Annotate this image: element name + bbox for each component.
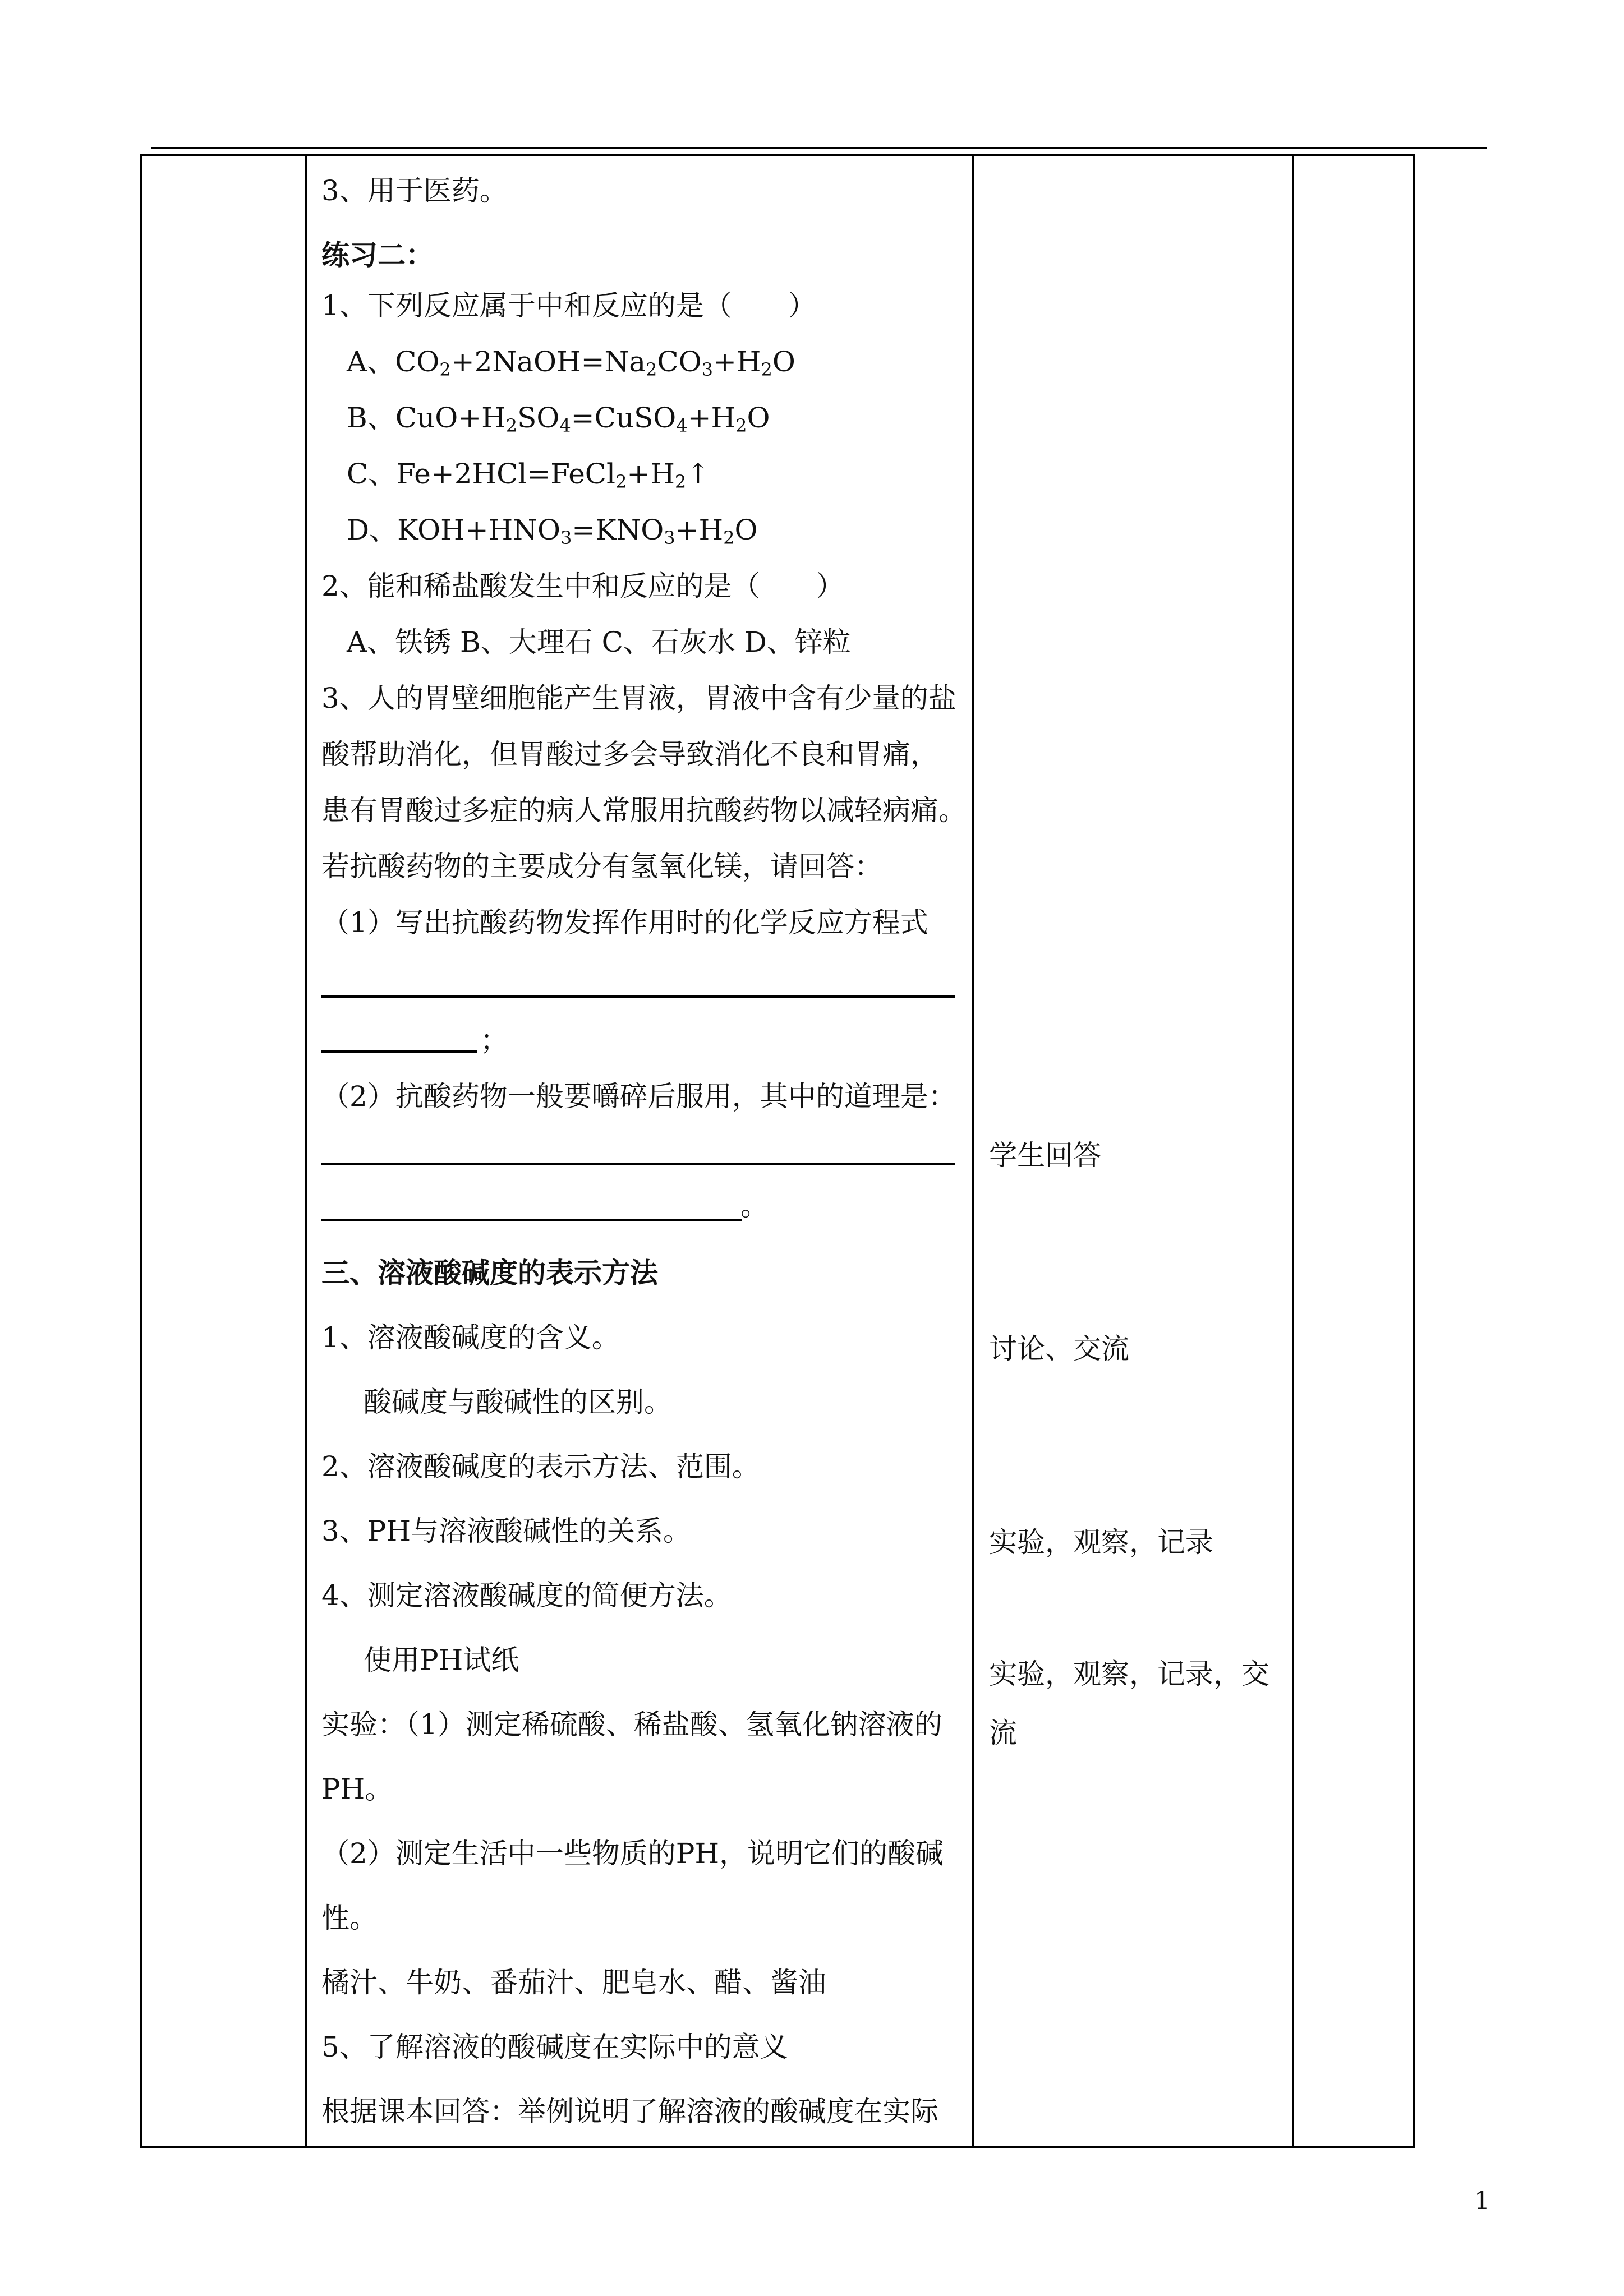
q1-option-a: A、$CO_2+2NaOH=Na_2CO_3+H_2O$ xyxy=(347,345,795,380)
column-divider-1 xyxy=(305,154,307,2148)
section-3-item-4b: 使用PH试纸 xyxy=(364,1644,519,1676)
experiment-note-1: 实验，观察，记录 xyxy=(989,1526,1213,1559)
discuss-note: 讨论、交流 xyxy=(989,1333,1129,1365)
section-3-item-4: 4、测定溶液酸碱度的简便方法。 xyxy=(321,1579,732,1612)
q3-sub-1-end: ； xyxy=(480,1024,508,1057)
q3-sub-question-1: （1）写出抗酸药物发挥作用时的化学反应方程式 xyxy=(321,906,928,939)
section-3-title: 三、溶液酸碱度的表示方法 xyxy=(321,1256,658,1289)
q1-option-c: C、$Fe+2HCl=FeCl_2+H_2↑$ xyxy=(347,458,710,492)
experiment-1-line-2: PH。 xyxy=(321,1773,393,1805)
section-3-last-line: 根据课本回答：举例说明了解溶液的酸碱度在实际 xyxy=(321,2095,938,2128)
experiment-2-line-1: （2）测定生活中一些物质的PH，说明它们的酸碱 xyxy=(321,1837,944,1870)
q3-line-2: 酸帮助消化，但胃酸过多会导致消化不良和胃痛， xyxy=(321,738,938,771)
page-number: 1 xyxy=(1474,2187,1490,2215)
answer-blank xyxy=(321,1050,477,1053)
answer-blank xyxy=(321,1163,955,1165)
q3-sub-2-end: 。 xyxy=(740,1190,769,1222)
experiment-2-line-2: 性。 xyxy=(321,1902,378,1934)
exercise-title: 练习二： xyxy=(321,238,434,271)
answer-blank xyxy=(321,995,955,998)
q2-options: A、铁锈 B、大理石 C、石灰水 D、锌粒 xyxy=(347,626,851,658)
q1-option-b: B、$CuO+H_2SO_4=CuSO_4+H_2O$ xyxy=(347,402,770,436)
column-divider-3 xyxy=(1292,154,1294,2148)
header-rule xyxy=(151,147,1487,149)
q3-line-4: 若抗酸药物的主要成分有氢氧化镁，请回答： xyxy=(321,850,882,883)
q3-line-1: 3、人的胃壁细胞能产生胃液，胃液中含有少量的盐 xyxy=(321,682,956,714)
sample-items-list: 橘汁、牛奶、番茄汁、肥皂水、醋、酱油 xyxy=(321,1966,826,1999)
q1-stem: 1、下列反应属于中和反应的是（ ） xyxy=(321,289,816,322)
answer-blank xyxy=(321,1219,742,1221)
q2-stem: 2、能和稀盐酸发生中和反应的是（ ） xyxy=(321,570,844,602)
q3-sub-question-2: （2）抗酸药物一般要嚼碎后服用，其中的道理是： xyxy=(321,1080,956,1113)
experiment-note-2: 实验，观察，记录，交 xyxy=(989,1658,1269,1690)
student-answer-note: 学生回答 xyxy=(989,1139,1101,1172)
q1-option-d: D、$KOH+HNO_3=KNO_3+H_2O$ xyxy=(347,514,758,548)
section-3-item-5: 5、了解溶液的酸碱度在实际中的意义 xyxy=(321,2031,788,2063)
section-3-item-1: 1、溶液酸碱度的含义。 xyxy=(321,1321,620,1354)
q3-line-3: 患有胃酸过多症的病人常服用抗酸药物以减轻病痛。 xyxy=(321,794,967,827)
section-3-item-3: 3、PH与溶液酸碱性的关系。 xyxy=(321,1515,692,1547)
column-divider-2 xyxy=(972,154,974,2148)
experiment-1-line-1: 实验：（1）测定稀硫酸、稀盐酸、氢氧化钠溶液的 xyxy=(321,1708,942,1741)
use-medicine-line: 3、用于医药。 xyxy=(321,174,508,207)
experiment-note-2-cont: 流 xyxy=(989,1717,1017,1749)
section-3-item-1b: 酸碱度与酸碱性的区别。 xyxy=(364,1386,672,1418)
section-3-item-2: 2、溶液酸碱度的表示方法、范围。 xyxy=(321,1450,760,1483)
